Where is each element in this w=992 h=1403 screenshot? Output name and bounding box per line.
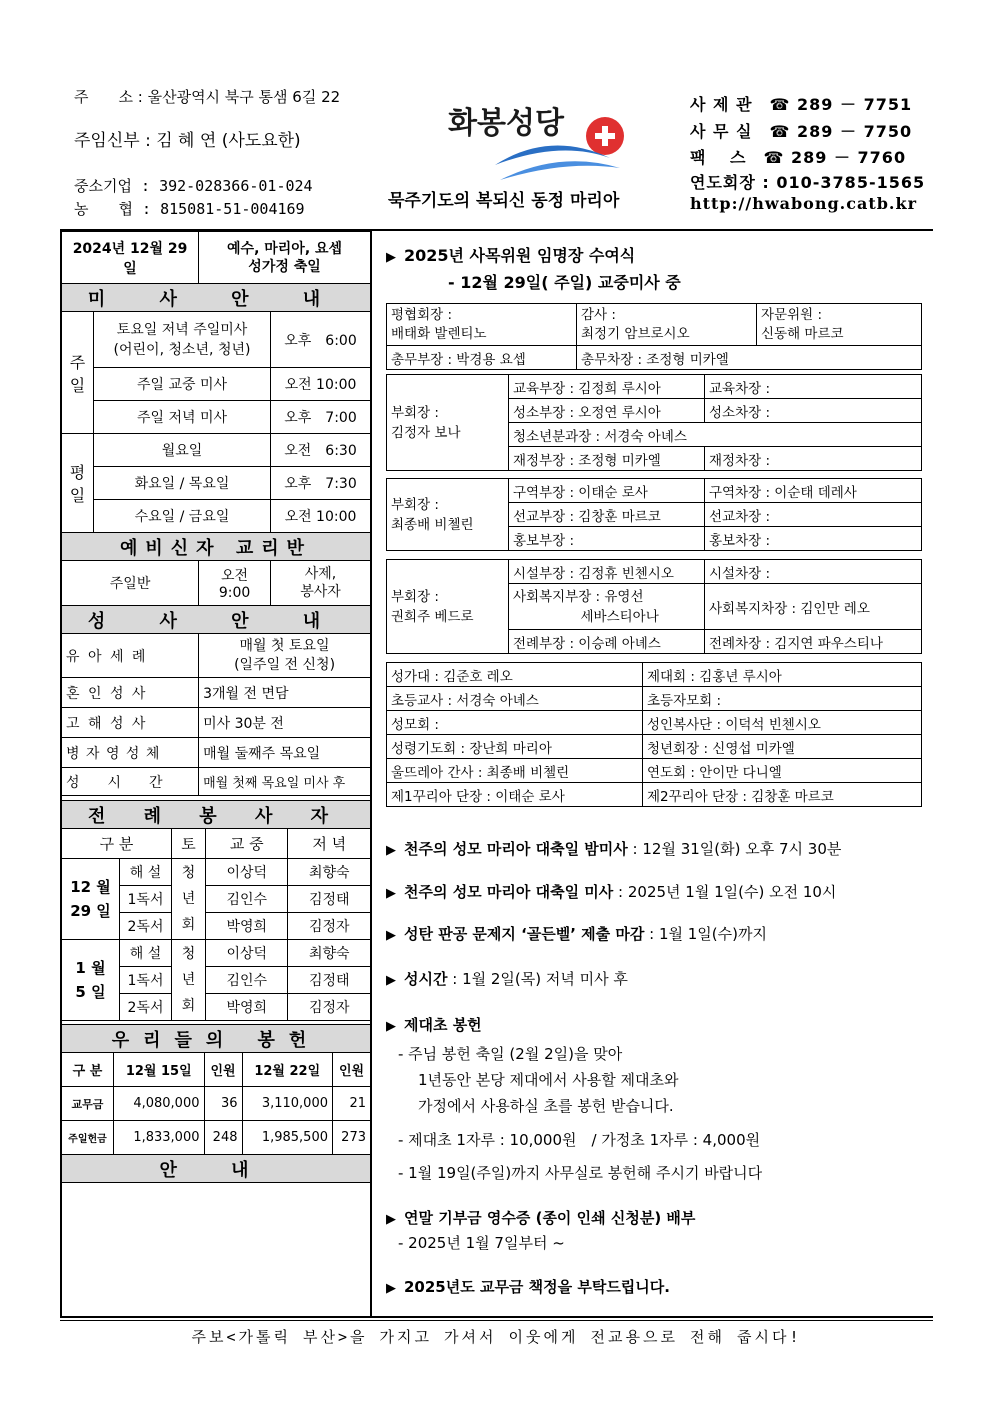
offering-header: 인원: [204, 1053, 242, 1087]
catechumen-time: 오전 9:00: [199, 561, 271, 606]
sunday-label: 주 일: [62, 312, 94, 434]
service-role: 1독서: [120, 967, 172, 994]
org-cell: 시설차장 :: [705, 560, 922, 584]
offering-count: 248: [204, 1121, 242, 1155]
service-sat: 청 년 회: [172, 940, 206, 1021]
service-main: 박영희: [206, 913, 288, 940]
logo-wave-2: [500, 161, 620, 180]
sacrament-info: 미사 30분 전: [199, 708, 371, 738]
sacrament-info: 매월 첫째 목요일 미사 후: [199, 768, 371, 796]
sacrament-title: 성 사 안 내: [62, 606, 371, 634]
notice-item: ▶ 천주의 성모 마리아 대축일 밤미사 : 12월 31일(화) 오후 7시 30분: [386, 840, 842, 858]
contact-fax: 팩 스 ☎ 289 － 7760: [690, 148, 907, 167]
org-cell: 구역부장 : 이태순 로사: [509, 479, 705, 503]
org-cell: 구역차장 : 이순태 데레사: [705, 479, 922, 503]
org-cell: 초등자모회 :: [643, 687, 922, 711]
offering-value: 3,110,000: [242, 1087, 333, 1121]
org-vp: 부회장 : 김정자 보나: [387, 375, 509, 471]
contact-rectory: 사 제 관 ☎ 289 － 7751: [690, 95, 913, 114]
mass-title: 미 사 안 내: [62, 284, 371, 312]
church-logo: [490, 110, 650, 190]
account1-line: 중소기업 : 392-028366-01-024: [74, 177, 313, 195]
notice-item: ▶ 성탄 판공 문제지 ‘골든벨’ 제출 마감 : 1월 1일(수)까지: [386, 925, 767, 943]
sacrament-name: 성 시 간: [62, 768, 199, 796]
offering-header: 12월 15일: [114, 1053, 205, 1087]
service-eve: 최향숙: [288, 940, 371, 967]
org-vp: 부회장 : 권희주 베드로: [387, 560, 509, 654]
candle-line: - 제대초 1자루 : 10,000원 / 가정초 1자루 : 4,000원: [398, 1131, 761, 1149]
mass-time: 오후 7:30: [271, 467, 371, 500]
left-column: [61, 231, 371, 796]
notice-item: ▶ 천주의 성모 마리아 대축일 미사 : 2025년 1월 1일(수) 오전 10시: [386, 883, 837, 901]
org-cell: 성소차장 :: [705, 399, 922, 423]
sacrament-name: 고 해 성 사: [62, 708, 199, 738]
sacrament-name: 혼 인 성 사: [62, 678, 199, 708]
service-header: 토: [172, 829, 206, 859]
sacrament-info: 매월 둘째주 목요일: [199, 738, 371, 768]
service-date: 12 월 29 일: [62, 859, 120, 940]
notice-item: ▶ 성시간 : 1월 2일(목) 저녁 미사 후: [386, 970, 628, 988]
offering-title: 우리들의 봉헌: [62, 1025, 371, 1053]
org-cell: 선교부장 : 김창훈 마르코: [509, 503, 705, 527]
org-cell: 제1꾸리아 단장 : 이태순 로사: [387, 783, 643, 807]
org-cell: 교육부장 : 김정희 루시아: [509, 375, 705, 399]
org-vp: 부회장 : 최종배 비첼린: [387, 479, 509, 551]
org-cell: 재정차장 :: [705, 447, 922, 471]
service-header: 교 중: [206, 829, 288, 859]
service-main: 이상덕: [206, 859, 288, 886]
mass-time: 오전 10:00: [271, 368, 371, 401]
catechumen-who: 사제, 봉사자: [271, 561, 371, 606]
catechumen-title: 예비신자 교리반: [62, 533, 371, 561]
service-main: 김인수: [206, 886, 288, 913]
candle-line: - 주님 봉헌 축일 (2월 2일)을 맞아: [398, 1045, 623, 1063]
org-cell: 성령기도회 : 장난희 마리아: [387, 735, 643, 759]
candle-line: - 1월 19일(주일)까지 사무실로 봉헌해 주시기 바랍니다: [398, 1164, 763, 1182]
church-name: 화봉성당: [448, 106, 564, 141]
service-role: 해 설: [120, 940, 172, 967]
service-header: 저 녁: [288, 829, 371, 859]
org-group-3: [386, 559, 922, 654]
sacrament-info: 3개월 전 면담: [199, 678, 371, 708]
org-group-1: [386, 374, 922, 471]
dues-notice: ▶ 2025년도 교무금 책정을 부탁드립니다.: [386, 1278, 670, 1296]
address-line: 주 소 : 울산광역시 북구 통샘 6길 22: [74, 88, 341, 106]
offering-count: 21: [333, 1087, 371, 1121]
offering-value: 1,833,000: [114, 1121, 205, 1155]
org-cell: 울뜨레아 간사 : 최종배 비첼린: [387, 759, 643, 783]
offering-header: 구 분: [62, 1053, 114, 1087]
org-bottom: [386, 662, 922, 807]
org-cell: 총무차장 : 조정형 미카엘: [577, 346, 922, 370]
org-cell: 시설부장 : 김정휴 빈첸시오: [509, 560, 705, 584]
logo-cross-v: [602, 126, 608, 146]
service-title: 전 례 봉 사 자: [62, 801, 371, 829]
bulletin-date: 2024년 12월 29일: [62, 232, 199, 284]
org-cell: 제대회 : 김홍년 루시아: [643, 663, 922, 687]
org-cell: 전례부장 : 이승례 아녜스: [509, 630, 705, 654]
service-sat: 청 년 회: [172, 859, 206, 940]
org-cell: 제2꾸리아 단장 : 김창훈 마르코: [643, 783, 922, 807]
service-eve: 김정자: [288, 913, 371, 940]
offering-name: 주일헌금: [62, 1121, 114, 1155]
org-top: [386, 303, 922, 370]
org-cell: 홍보차장 :: [705, 527, 922, 551]
candle-line: 가정에서 사용하실 초를 봉헌 받습니다.: [418, 1097, 674, 1115]
service-date: 1 월 5 일: [62, 940, 120, 1021]
service-main: 박영희: [206, 994, 288, 1021]
offering-table: [61, 1024, 371, 1183]
receipt-title: ▶ 연말 기부금 영수증 (종이 인쇄 신청분) 배부: [386, 1209, 696, 1227]
appoint-sub: - 12월 29일( 주일) 교중미사 중: [448, 273, 681, 292]
sacrament-name: 병 자 영 성 체: [62, 738, 199, 768]
feast-name: 예수, 마리아, 요셉 성가정 축일: [199, 232, 371, 284]
service-header: 구 분: [62, 829, 172, 859]
sacrament-info: 매월 첫 토요일 (일주일 전 신청): [199, 634, 371, 678]
service-role: 2독서: [120, 913, 172, 940]
footer-text: 주보<가톨릭 부산>을 가지고 가셔서 이웃에게 전교용으로 전해 줍시다!: [191, 1328, 802, 1346]
org-cell: 청년회장 : 신영섭 미카엘: [643, 735, 922, 759]
mass-name: 수요일 / 금요일: [94, 500, 271, 533]
offering-count: 36: [204, 1087, 242, 1121]
contact-yeondo: 연도회장 : 010-3785-1565: [690, 173, 926, 192]
org-cell: 초등교사 : 서경숙 아녜스: [387, 687, 643, 711]
org-cell: 성소부장 : 오정연 루시아: [509, 399, 705, 423]
mass-name: 토요일 저녁 주일미사 (어린이, 청소년, 청년): [94, 312, 271, 368]
service-main: 이상덕: [206, 940, 288, 967]
org-cell: 교육차장 :: [705, 375, 922, 399]
contact-office: 사 무 실 ☎ 289 － 7750: [690, 122, 913, 141]
org-cell: 성인복사단 : 이덕석 빈첸시오: [643, 711, 922, 735]
org-cell: 홍보부장 :: [509, 527, 705, 551]
mass-time: 오후 7:00: [271, 401, 371, 434]
sacrament-name: 유 아 세 례: [62, 634, 199, 678]
service-eve: 김정태: [288, 967, 371, 994]
church-patron: 묵주기도의 복되신 동정 마리아: [388, 191, 620, 211]
org-cell: 청소년분과장 : 서경숙 아녜스: [509, 423, 922, 447]
offering-value: 1,985,500: [242, 1121, 333, 1155]
catechumen-name: 주일반: [62, 561, 199, 606]
service-eve: 최향숙: [288, 859, 371, 886]
receipt-text: - 2025년 1월 7일부터 ~: [398, 1234, 565, 1252]
org-cell: 평협회장 : 배태화 발렌티노: [387, 304, 577, 346]
mass-time: 오후 6:00: [271, 312, 371, 368]
mass-name: 주일 저녁 미사: [94, 401, 271, 434]
service-main: 김인수: [206, 967, 288, 994]
offering-header: 12월 22일: [242, 1053, 333, 1087]
service-table: [61, 800, 371, 1021]
org-cell: 선교차장 :: [705, 503, 922, 527]
org-cell: 재정부장 : 조정형 미카엘: [509, 447, 705, 471]
service-role: 해 설: [120, 859, 172, 886]
notice-title: 안 내: [62, 1155, 371, 1183]
service-eve: 김정자: [288, 994, 371, 1021]
mass-time: 오전 10:00: [271, 500, 371, 533]
offering-value: 4,080,000: [114, 1087, 205, 1121]
org-cell: 전례차장 : 김지연 파우스티나: [705, 630, 922, 654]
org-group-2: [386, 478, 922, 551]
org-cell: 감사 : 최정기 암브로시오: [577, 304, 757, 346]
service-role: 1독서: [120, 886, 172, 913]
weekday-label: 평 일: [62, 434, 94, 533]
mass-name: 주일 교중 미사: [94, 368, 271, 401]
priest-line: 주임신부 : 김 혜 연 (사도요한): [74, 131, 301, 151]
org-cell: 자문위원 : 신동해 마르코: [757, 304, 922, 346]
offering-header: 인원: [333, 1053, 371, 1087]
website[interactable]: http://hwabong.catb.kr: [690, 194, 917, 213]
appoint-title: ▶ 2025년 사목위원 임명장 수여식: [386, 246, 636, 265]
offering-count: 273: [333, 1121, 371, 1155]
account2-line: 농 협 : 815081-51-004169: [74, 200, 305, 218]
org-cell: 성모회 :: [387, 711, 643, 735]
mass-time: 오전 6:30: [271, 434, 371, 467]
candle-line: 1년동안 본당 제대에서 사용할 제대초와: [418, 1071, 679, 1089]
org-cell: 연도회 : 안이만 다니엘: [643, 759, 922, 783]
org-cell: 성가대 : 김준호 레오: [387, 663, 643, 687]
mass-name: 월요일: [94, 434, 271, 467]
mass-name: 화요일 / 목요일: [94, 467, 271, 500]
offering-name: 교무금: [62, 1087, 114, 1121]
service-role: 2독서: [120, 994, 172, 1021]
org-cell: 사회복지부장 : 유영선 세바스티아나: [509, 584, 705, 630]
candle-title: ▶ 제대초 봉헌: [386, 1016, 482, 1034]
service-eve: 김정태: [288, 886, 371, 913]
org-cell: 사회복지차장 : 김인만 레오: [705, 584, 922, 630]
org-cell: 총무부장 : 박경용 요셉: [387, 346, 577, 370]
